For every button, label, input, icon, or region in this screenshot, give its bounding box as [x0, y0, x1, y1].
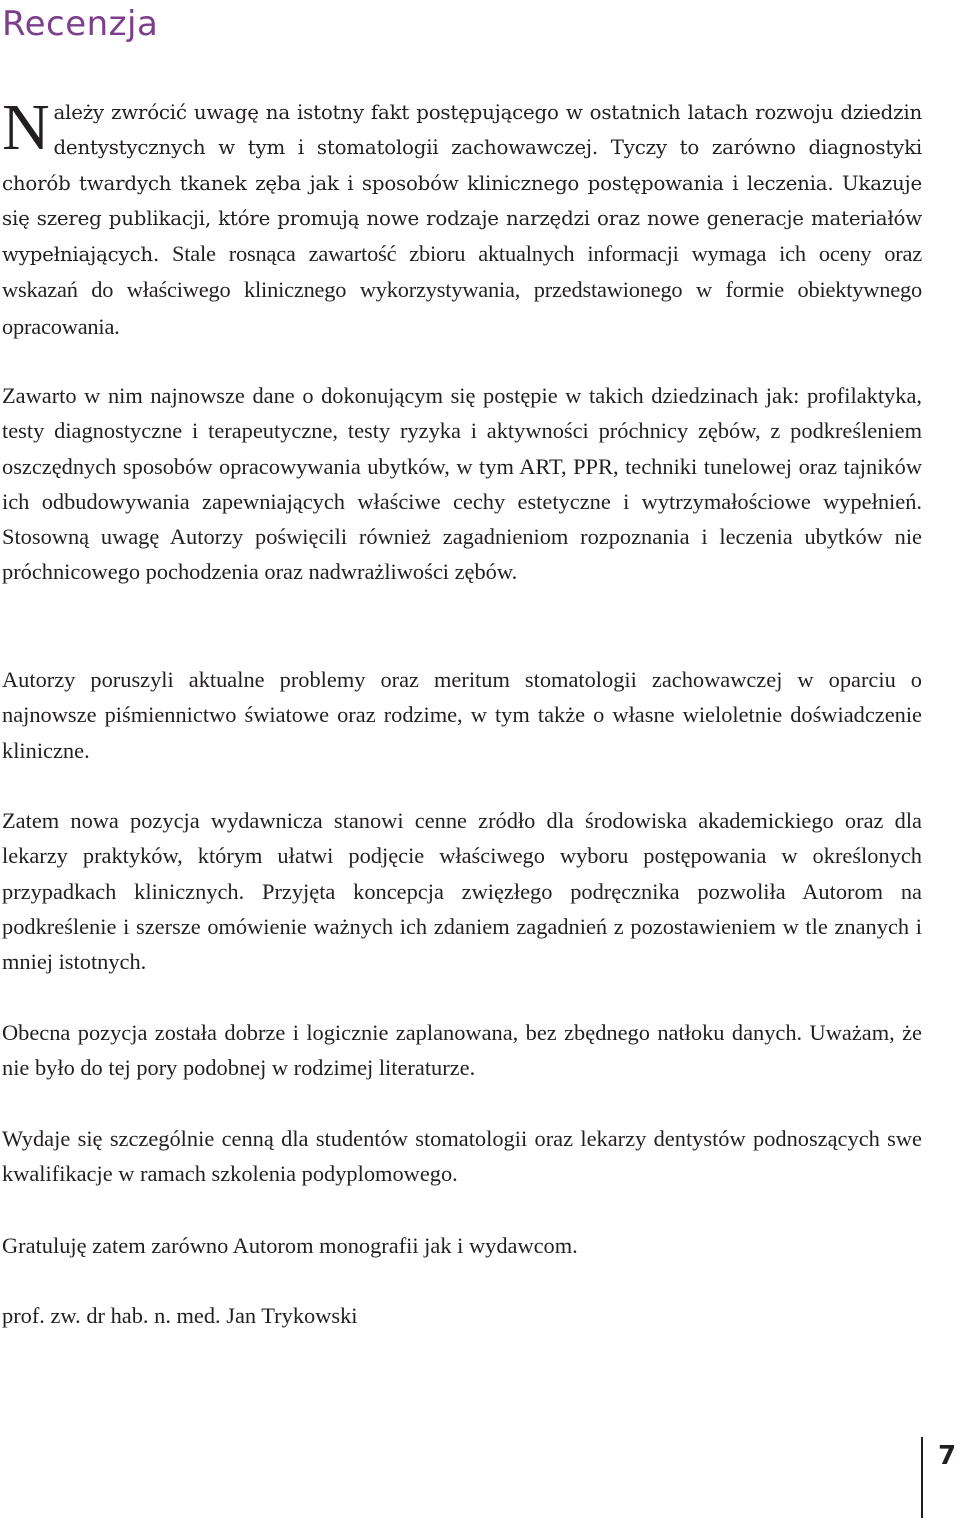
- paragraph-audience: Wydaje się szczególnie cenną dla studentów stomatologii oraz lekarzy dentystów podnoszących swe kwalifikacje w ramach szkolenia podyplomowego.: [2, 1126, 922, 1187]
- reviewer-signature: prof. zw. dr hab. n. med. Jan Trykowski: [2, 1303, 358, 1328]
- paragraph-assessment: Obecna pozycja została dobrze i logicznie zaplanowana, bez zbędnego natłoku danych. Uważam, że nie było do tej pory podobnej w rodzimej literaturze.: [2, 1020, 922, 1081]
- page-number: 7: [938, 1441, 957, 1471]
- intro-paragraph-part-b: Stale rosnąca zawartość zbioru aktualnych informacji wymaga ich oceny oraz wskazań do właściwego klinicznego wykorzystywania, przedstawionego w formie obiektywnego opracowania.: [2, 241, 922, 339]
- paragraph-value: Zatem nowa pozycja wydawnicza stanowi cenne zródło dla środowiska akademickiego oraz dla lekarzy praktyków, którym ułatwi podjęcie właściwego wyboru postępowania w określonych przypadkach klinicznych. Przyjęta koncepcja zwięzłego podręcznika pozwoliła Autorom na podkreślenie i szersze omówienie ważnych ich zdaniem zagadnień z pozostawieniem w tle znanych i mniej istotnych.: [2, 808, 922, 975]
- page-heading: Recenzja: [2, 4, 159, 44]
- paragraph-congratulations: Gratuluję zatem zarówno Autorom monografii jak i wydawcom.: [2, 1233, 578, 1258]
- page-number-divider: [921, 1437, 923, 1518]
- paragraph-contents: Zawarto w nim najnowsze dane o dokonującym się postępie w takich dziedzinach jak: profilaktyka, testy diagnostyczne i terapeutyczne, testy ryzyka i aktywności próchnicy zębów, z podkreśleniem oszczędnych sposobów opracowywania ubytków, w tym ART, PPR, techniki tunelowej oraz tajników ich odbudowywania zapewniających właściwe cechy estetyczne i wytrzymałościowe wypełnień. Stosowną uwagę Autorzy poświęcili również zagadnieniom rozpoznania i leczenia ubytków nie próchnicowego pochodzenia oraz nadwrażliwości zębów.: [2, 383, 922, 585]
- intro-paragraph-part-a: ależy zwrócić uwagę na istotny fakt postępującego w ostatnich latach rozwoju dziedzin dentystycznych w tym i stomatologii zachowawczej. Tyczy to zarówno diagnostyki chorób twardych tkanek zęba jak i sposobów klinicznego postępowania i leczenia. Ukazuje się szereg publikacji, które promują nowe rodzaje narzędzi oraz nowe generacje materiałów wypełniających.: [2, 101, 922, 267]
- drop-cap: N: [2, 91, 50, 164]
- intro-paragraph: [2, 91, 922, 345]
- paragraph-authors: Autorzy poruszyli aktualne problemy oraz meritum stomatologii zachowawczej w oparciu o najnowsze piśmiennictwo światowe oraz rodzime, w tym także o własne wieloletnie doświadczenie kliniczne.: [2, 667, 922, 763]
